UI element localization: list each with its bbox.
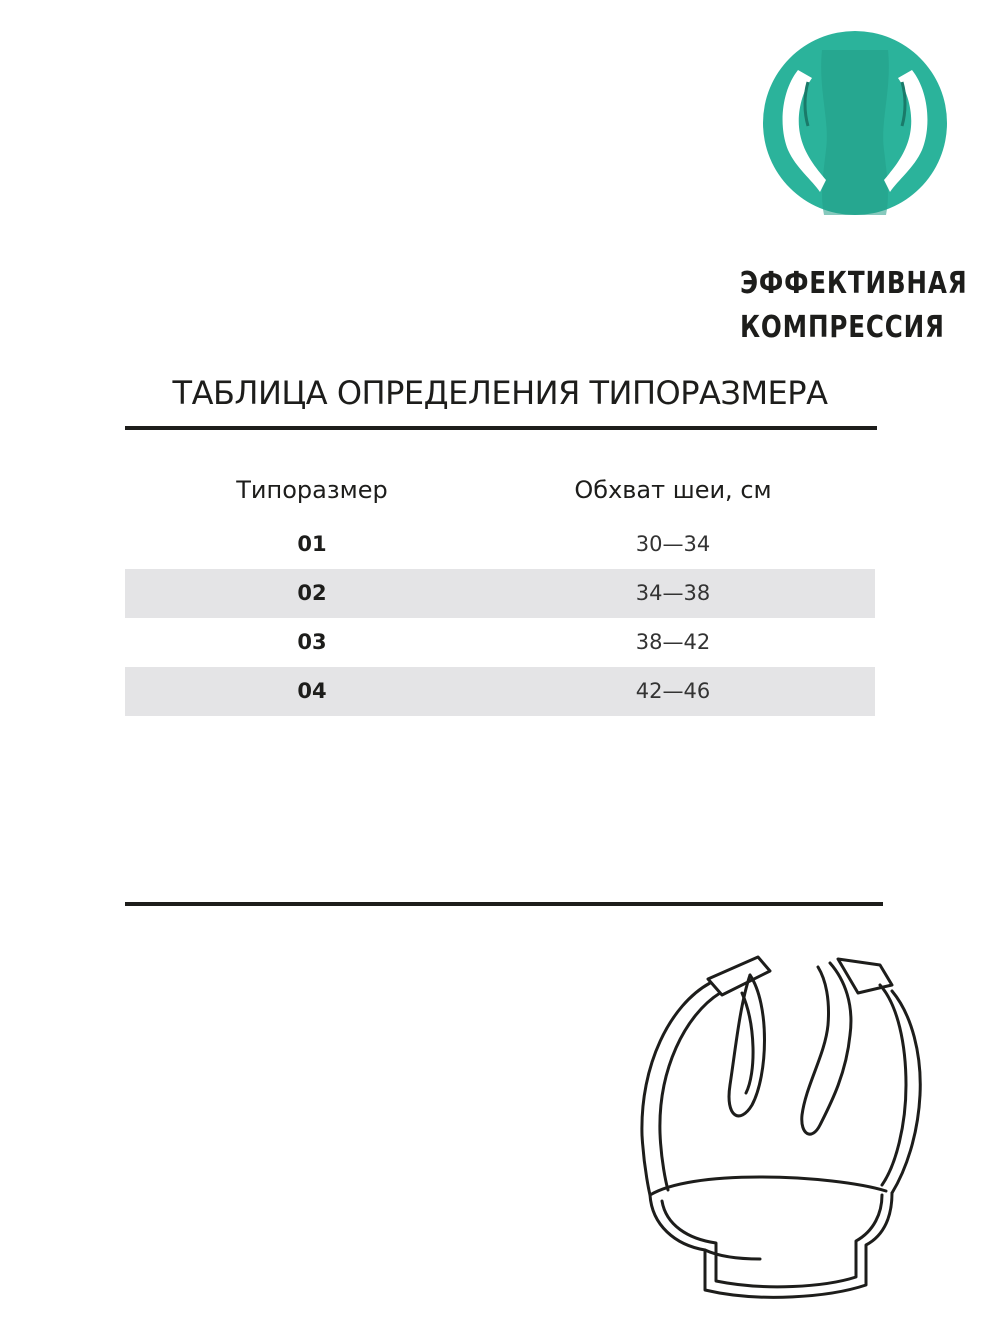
badge-line-1: ЭФФЕКТИВНАЯ — [740, 266, 968, 301]
range-cell: 38—42 — [635, 630, 711, 654]
badge-caption — [740, 262, 968, 350]
range-cell: 42—46 — [635, 679, 711, 703]
torso-hands-icon — [760, 30, 950, 220]
collar-product-illustration — [630, 945, 930, 1309]
range-cell: 34—38 — [635, 581, 711, 605]
range-cell: 30—34 — [635, 532, 711, 556]
table-row — [125, 618, 875, 667]
header-neck-girth: Обхват шеи, см — [574, 476, 772, 504]
bottom-divider — [125, 902, 883, 906]
size-cell: 01 — [297, 532, 327, 556]
top-divider — [125, 426, 877, 430]
neck-collar-drawing — [630, 945, 930, 1305]
table-row — [125, 520, 875, 569]
table-row — [125, 569, 875, 618]
size-cell: 03 — [297, 630, 327, 654]
badge-line-2: КОМПРЕССИЯ — [740, 310, 945, 345]
size-cell: 04 — [297, 679, 327, 703]
header-size: Типоразмер — [236, 476, 388, 504]
size-cell: 02 — [297, 581, 327, 605]
size-table — [125, 470, 875, 716]
table-row — [125, 667, 875, 716]
compression-badge — [740, 30, 970, 345]
page-title: ТАБЛИЦА ОПРЕДЕЛЕНИЯ ТИПОРАЗМЕРА — [172, 374, 828, 412]
table-header — [125, 470, 875, 520]
